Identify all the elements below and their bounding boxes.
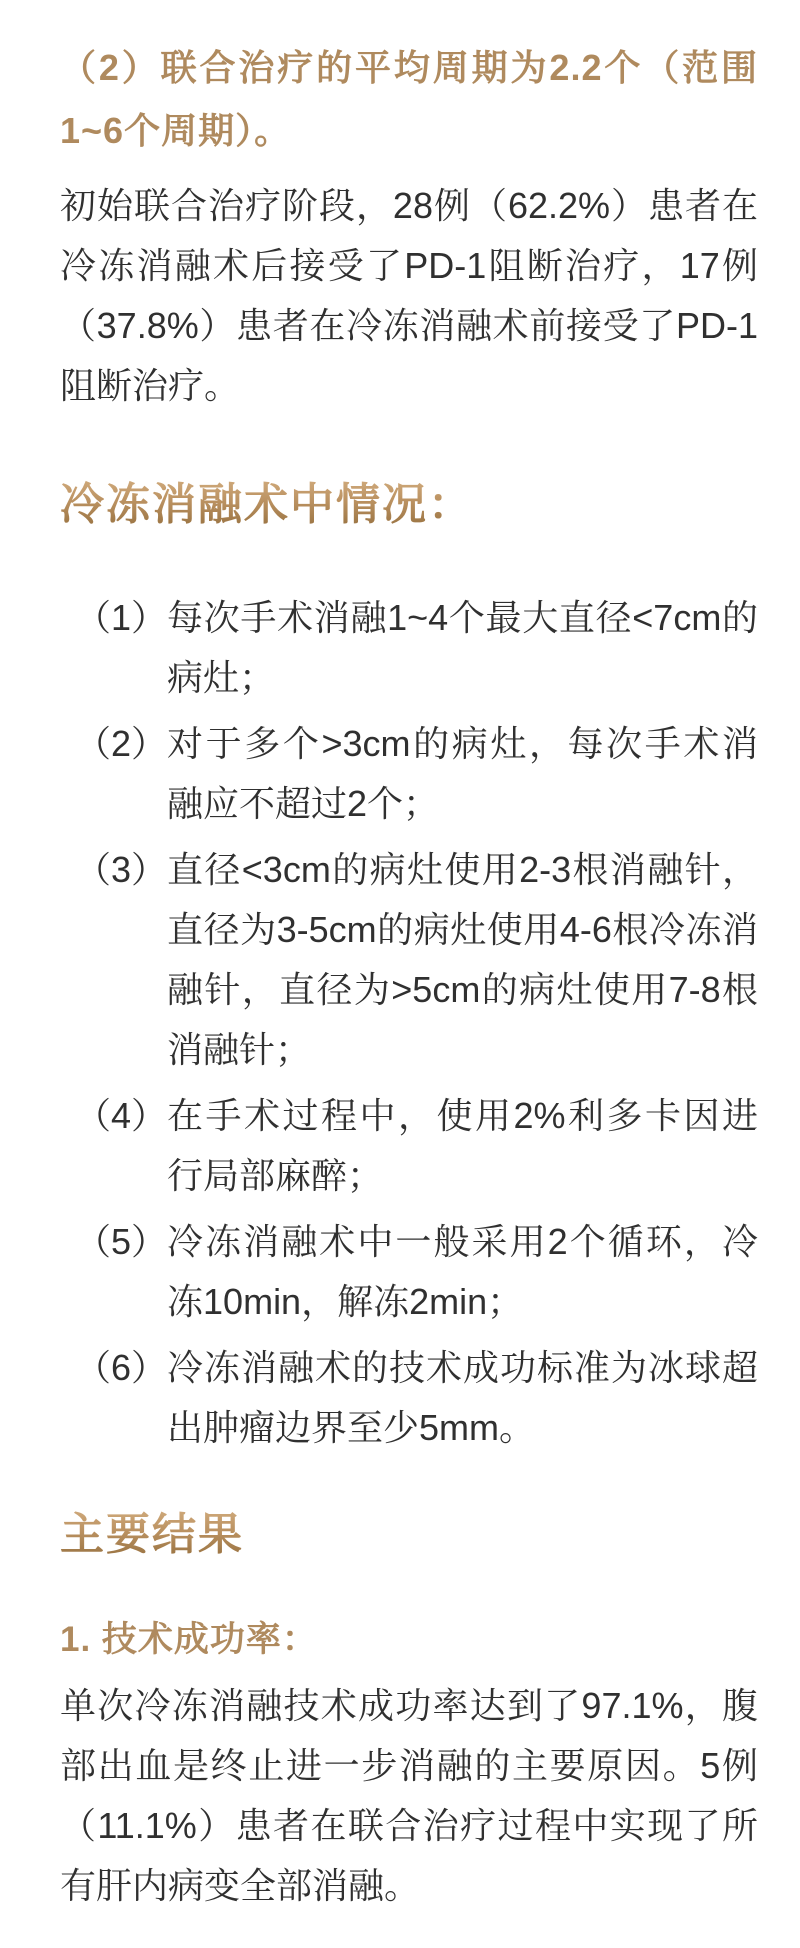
result1-subheading: 1. 技术成功率： xyxy=(60,1620,318,1659)
results-section xyxy=(60,1510,758,1560)
list-item-text: 每次手术消融1~4个最大直径<7cm的病灶； xyxy=(167,597,758,698)
list-item-text: 冷冻消融术中一般采用2个循环，冷冻10min，解冻2min； xyxy=(167,1221,758,1322)
intro-heading: （2）联合治疗的平均周期为2.2个（范围1~6个周期）。 xyxy=(60,47,758,151)
procedure-section xyxy=(60,480,758,530)
list-item xyxy=(75,588,758,708)
list-item xyxy=(75,840,758,1080)
list-item-number: （1） xyxy=(75,597,168,638)
list-item-text: 冷冻消融术的技术成功标准为冰球超出肿瘤边界至少5mm。 xyxy=(167,1347,758,1448)
procedure-list xyxy=(60,588,758,1458)
list-item xyxy=(75,714,758,834)
intro-paragraph: 初始联合治疗阶段，28例（62.2%）患者在冷冻消融术后接受了PD-1阻断治疗，17例（37.8%）患者在冷冻消融术前接受了PD-1阻断治疗。 xyxy=(60,185,758,406)
list-item xyxy=(75,1338,758,1458)
list-item-number: （6） xyxy=(75,1347,168,1388)
list-item-number: （3） xyxy=(75,849,168,890)
list-item-text: 直径<3cm的病灶使用2-3根消融针，直径为3-5cm的病灶使用4-6根冷冻消融针，直径为>5cm的病灶使用7-8根消融针； xyxy=(167,849,758,1070)
list-item xyxy=(75,1086,758,1206)
list-item-text: 对于多个>3cm的病灶，每次手术消融应不超过2个； xyxy=(167,723,758,824)
procedure-section-heading: 冷冻消融术中情况： xyxy=(60,480,474,529)
results-section-heading: 主要结果 xyxy=(60,1510,244,1559)
list-item xyxy=(75,1212,758,1332)
list-item-number: （5） xyxy=(75,1221,168,1262)
list-item-text: 在手术过程中，使用2%利多卡因进行局部麻醉； xyxy=(167,1095,758,1196)
list-item-number: （2） xyxy=(75,723,168,764)
list-item-number: （4） xyxy=(75,1095,168,1136)
result1-paragraph: 单次冷冻消融技术成功率达到了97.1%，腹部出血是终止进一步消融的主要原因。5例（11.1%）患者在联合治疗过程中实现了所有肝内病变全部消融。 xyxy=(60,1685,758,1906)
